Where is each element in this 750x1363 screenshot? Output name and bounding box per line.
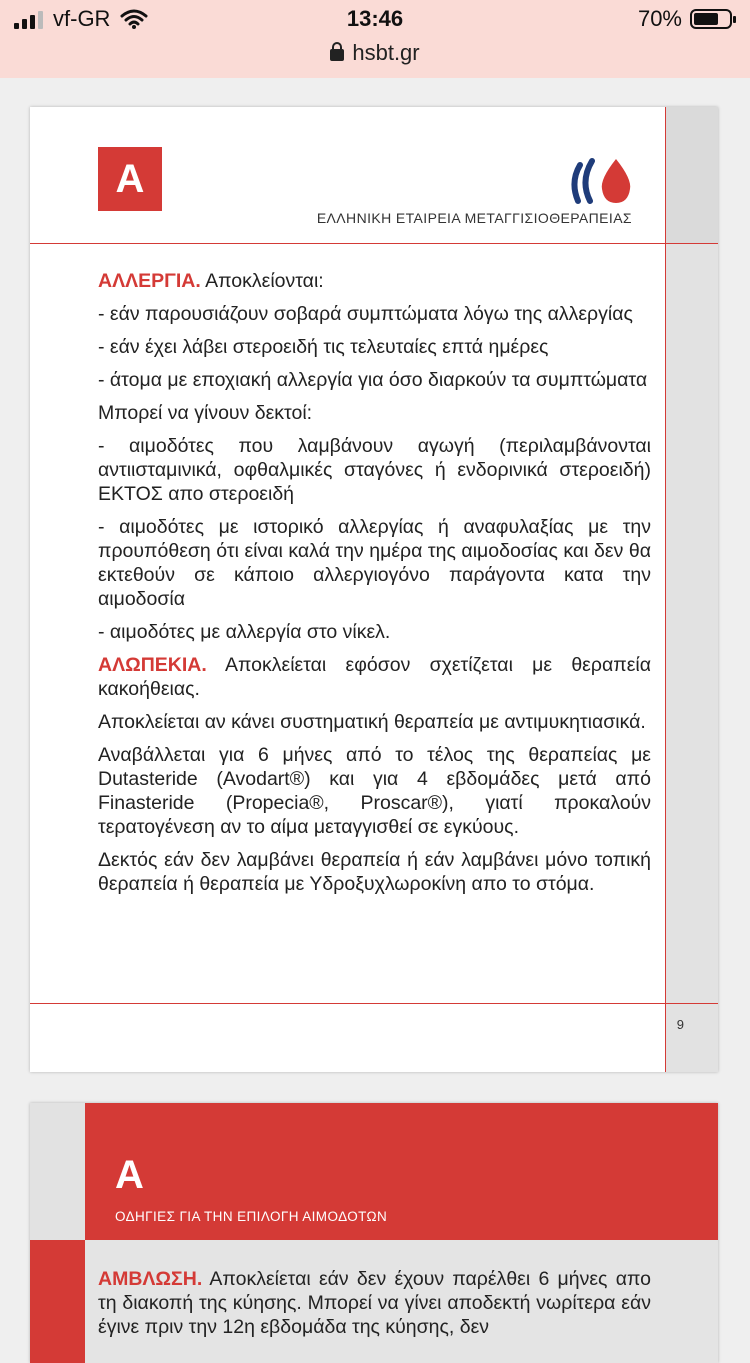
page-side-strip [30, 1103, 85, 1240]
paragraph-text: Αναβάλλεται για 6 μήνες από το τέλος της θεραπείας με Dutasteride (Avodart®) και για 4 εβδομάδες μετά από Finasteride (Propecia®, Proscar®), γιατί προκαλούν τερατογένεση αν το αίμα μεταγγισθεί σε εγκύους. [98, 744, 651, 838]
chapter-letter: A [115, 1153, 144, 1197]
header-divider [30, 243, 718, 244]
paragraph [98, 269, 651, 293]
section-heading: ΑΛΩΠΕΚΙΑ. [98, 654, 207, 676]
battery-percent: 70% [637, 6, 682, 31]
battery-icon [690, 9, 732, 29]
paragraph [98, 368, 651, 392]
footer-divider [30, 1003, 718, 1004]
paragraph [98, 848, 651, 896]
battery-fill [694, 13, 718, 25]
paragraph-text: Αποκλείονται: [200, 270, 324, 292]
paragraph-text: - άτομα με εποχιακή αλλεργία για όσο διαρκούν τα συμπτώματα [98, 369, 648, 391]
document-page-9 [30, 107, 718, 1072]
paragraph [98, 401, 651, 425]
document-page-10 [30, 1103, 718, 1363]
clock: 13:46 [346, 6, 404, 31]
page-content [98, 269, 651, 905]
paragraph [98, 434, 651, 506]
organization-name: ΕΛΛΗΝΙΚΗ ΕΤΑΙΡΕΙΑ ΜΕΤΑΓΓΙΣΙΟΘΕΡΑΠΕΙΑΣ [316, 210, 632, 226]
paragraph-text: - εάν έχει λάβει στεροειδή τις τελευταίες επτά ημέρες [98, 336, 549, 358]
paragraph [98, 620, 651, 644]
blood-drop-logo-icon [570, 157, 638, 207]
paragraph [98, 743, 651, 839]
paragraph [98, 653, 651, 701]
paragraph-text: - αιμοδότες που λαμβάνουν αγωγή (περιλαμβάνονται αντιισταμινικά, οφθαλμικές σταγόνες ή ενδορινικά στεροειδή) ΕΚΤΟΣ απο στεροειδή [98, 435, 651, 505]
section-heading: ΑΛΛΕΡΓΙΑ. [98, 270, 201, 292]
page-number: 9 [676, 1017, 684, 1032]
lock-icon [330, 49, 344, 61]
status-right [638, 6, 732, 32]
chapter-header-banner [85, 1103, 718, 1240]
page-side-strip-top [666, 107, 718, 243]
page-content [98, 1267, 651, 1339]
chapter-subtitle: ΟΔΗΓΙΕΣ ΓΙΑ ΤΗΝ ΕΠΙΛΟΓΗ ΑΙΜΟΔΟΤΩΝ [115, 1209, 388, 1224]
paragraph-text: - εάν παρουσιάζουν σοβαρά συμπτώματα λόγω της αλλεργίας [98, 303, 633, 325]
page-side-strip-red [30, 1240, 85, 1363]
paragraph [98, 335, 651, 359]
paragraph-text: - αιμοδότες με ιστορικό αλλεργίας ή αναφυλαξίας με την προυπόθεση ότι είναι καλά την ημέρα της αιμοδοσίας και δεν θα εκτεθούν σε κάποιο αλλεργιογόνο παράγοντα κατα την αιμοδοσία [98, 516, 651, 610]
paragraph [98, 302, 651, 326]
paragraph [98, 710, 651, 734]
paragraph [98, 515, 651, 611]
paragraph-text: Μπορεί να γίνουν δεκτοί: [98, 402, 313, 424]
paragraph-text: Αποκλείεται εάν δεν έχουν παρέλθει 6 μήνες απο τη διακοπή της κύησης. Μπορεί να γίνει αποδεκτή νωρίτερα εάν έγινε πριν την 12η εβδομάδα της κύησης, δεν [98, 1268, 651, 1338]
paragraph-text: - αιμοδότες με αλλεργία στο νίκελ. [98, 621, 391, 643]
url-text: hsbt.gr [352, 40, 420, 65]
paragraph-text: Δεκτός εάν δεν λαμβάνει θεραπεία ή εάν λαμβάνει μόνο τοπική θεραπεία ή θεραπεία με Υδροξυχλωροκίνη απο το στόμα. [98, 849, 651, 895]
carrier-label: vf-GR [53, 6, 111, 31]
page-side-strip [665, 107, 718, 1072]
paragraph-text: Αποκλείεται εφόσον σχετίζεται με θεραπεία κακοήθειας. [98, 654, 651, 700]
section-letter-logo: A [98, 147, 162, 211]
paragraph-text: Αποκλείεται αν κάνει συστηματική θεραπεία με αντιμυκητιασικά. [98, 711, 646, 733]
status-bar [0, 0, 750, 78]
address-bar[interactable] [0, 40, 750, 66]
section-heading: ΑΜΒΛΩΣΗ. [98, 1268, 203, 1290]
